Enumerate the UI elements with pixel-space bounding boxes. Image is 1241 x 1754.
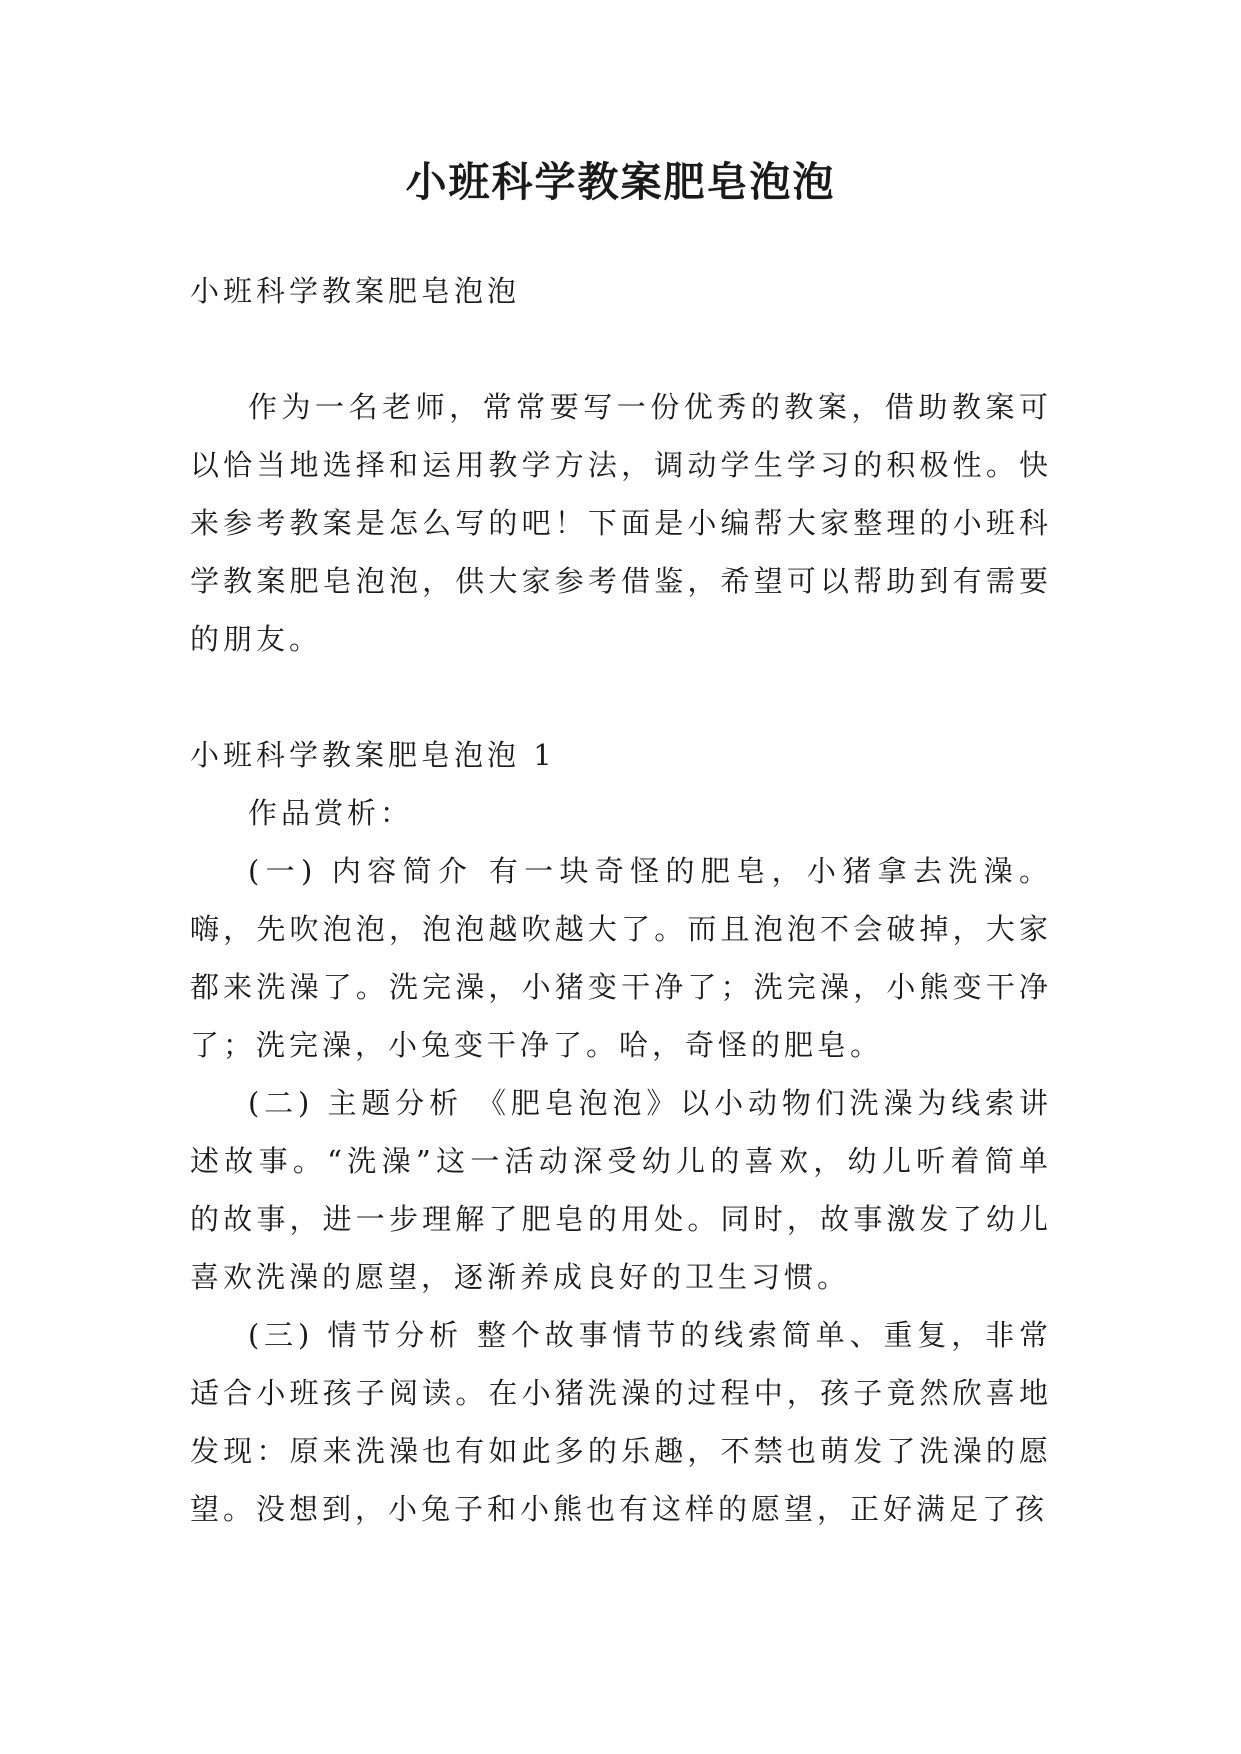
appreciation-label: 作品赏析： <box>248 796 414 830</box>
document-title: 小班科学教案肥皂泡泡 <box>405 158 836 206</box>
document-subtitle: 小班科学教案肥皂泡泡 <box>190 274 521 308</box>
document-body <box>190 262 1052 1538</box>
section-heading: 小班科学教案肥皂泡泡 1 <box>190 738 556 772</box>
content-summary-paragraph: (一) 内容简介 有一块奇怪的肥皂，小猪拿去洗澡。嗨，先吹泡泡，泡泡越吹越大了。而且泡泡不会破掉，大家都来洗澡了。洗完澡，小猪变干净了；洗完澡，小熊变干净了；洗完澡，小兔变干净了。哈，奇怪的肥皂。 <box>190 854 1052 1062</box>
plot-analysis-paragraph: (三) 情节分析 整个故事情节的线索简单、重复，非常适合小班孩子阅读。在小猪洗澡的过程中，孩子竟然欣喜地发现：原来洗澡也有如此多的乐趣，不禁也萌发了洗澡的愿望。没想到，小兔子和小熊也有这样的愿望，正好满足了孩 <box>190 1318 1052 1526</box>
intro-paragraph: 作为一名老师，常常要写一份优秀的教案，借助教案可以恰当地选择和运用教学方法，调动学生学习的积极性。快来参考教案是怎么写的吧！下面是小编帮大家整理的小班科学教案肥皂泡泡，供大家参考借鉴，希望可以帮助到有需要的朋友。 <box>190 390 1052 656</box>
theme-analysis-paragraph: (二) 主题分析 《肥皂泡泡》以小动物们洗澡为线索讲述故事。“洗澡”这一活动深受幼儿的喜欢，幼儿听着简单的故事，进一步理解了肥皂的用处。同时，故事激发了幼儿喜欢洗澡的愿望，逐渐养成良好的卫生习惯。 <box>190 1086 1052 1294</box>
